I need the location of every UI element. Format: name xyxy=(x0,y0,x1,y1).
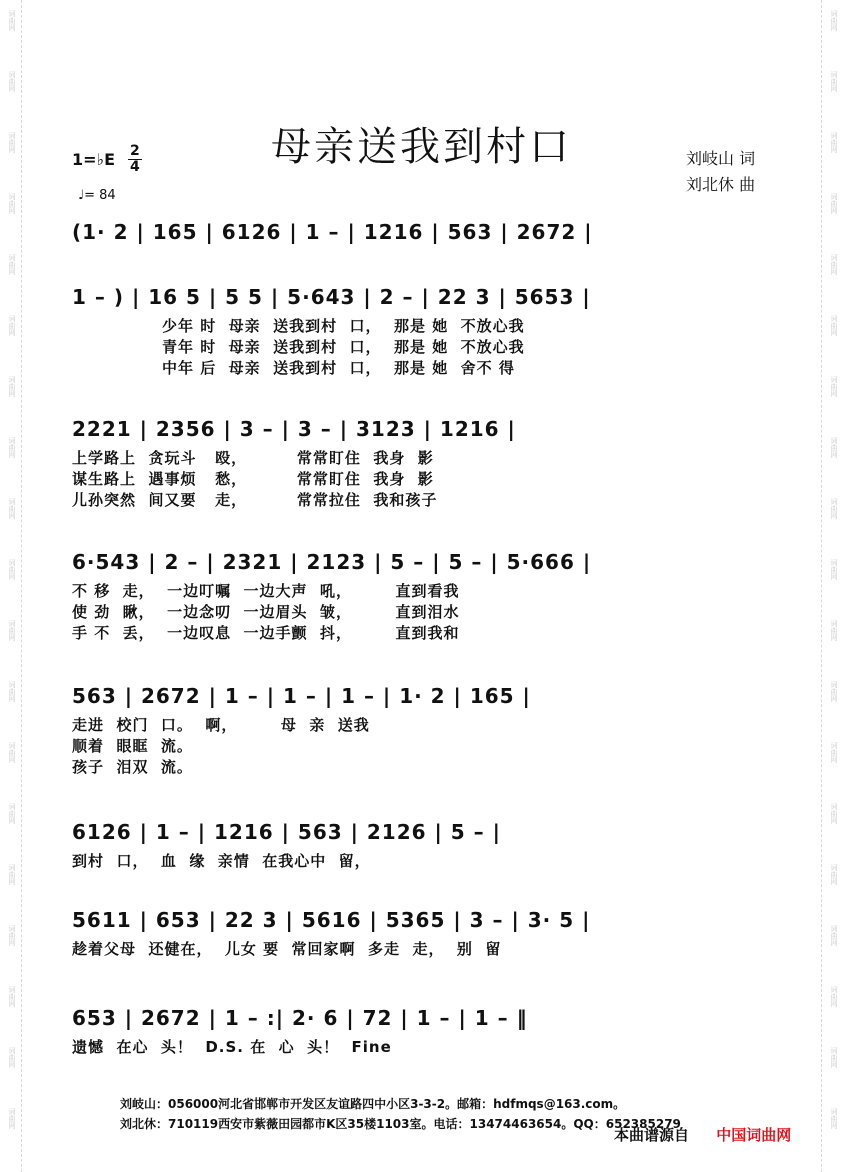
watermark-stamp: 词曲网 xyxy=(830,864,838,885)
song-title: 母亲送我到村口 xyxy=(271,123,572,170)
lyric-verse: 到村 口， 血 缘 亲情 在我心中 留， xyxy=(72,852,371,870)
tempo-marking: ♩= 84 xyxy=(78,188,116,203)
lyric-verse: 趁着父母 还健在， 儿女 要 常回家啊 多走 走， 别 留 xyxy=(72,940,502,958)
watermark-stamp: 词曲网 xyxy=(830,254,838,275)
watermark-stamp: 词曲网 xyxy=(8,376,16,397)
lyric-verse: 顺着 眼眶 流。 xyxy=(72,737,193,755)
lyric-verse: 谋生路上 遇事烦 愁， 常常盯住 我身 影 xyxy=(72,470,434,488)
watermark-stamp: 词曲网 xyxy=(8,742,16,763)
lyric-verse: 上学路上 贪玩斗 殴， 常常盯住 我身 影 xyxy=(72,449,434,467)
credits xyxy=(686,146,755,198)
watermark-stamp: 词曲网 xyxy=(8,803,16,824)
lyric-verse: 走进 校门 口。 啊， 母 亲 送我 xyxy=(72,716,370,734)
lyric-verse: 孩子 泪双 流。 xyxy=(72,758,193,776)
notation-row: 5611 | 653 | 22 3 | 5616 | 5365 | 3 – | 3· 5 | xyxy=(72,908,591,932)
watermark-stamp: 词曲网 xyxy=(830,742,838,763)
watermark-stamp: 词曲网 xyxy=(830,925,838,946)
watermark-stamp: 词曲网 xyxy=(8,681,16,702)
watermark-stamp: 词曲网 xyxy=(8,315,16,336)
notation-row: 1 – ) | 16 5 | 5 5 | 5·643 | 2 – | 22 3 | 5653 | xyxy=(72,285,591,309)
time-signature: 2 4 xyxy=(130,143,140,175)
watermark-stamp: 词曲网 xyxy=(830,803,838,824)
lyric-verse: 手 不 丢， 一边叹息 一边手颤 抖， 直到我和 xyxy=(72,624,460,642)
notation-row: 6·543 | 2 – | 2321 | 2123 | 5 – | 5 – | 5·666 | xyxy=(72,550,592,574)
footer-line-1: 刘岐山：056000河北省邯郸市开发区友谊路四中小区3-3-2。邮箱：hdfmqs@163.com。 xyxy=(120,1097,626,1111)
source-site[interactable]: 中国词曲网 xyxy=(716,1126,792,1144)
lyric-verse: 儿孙突然 间又要 走， 常常拉住 我和孩子 xyxy=(72,491,438,509)
source-credit xyxy=(614,1124,791,1145)
watermark-stamp: 词曲网 xyxy=(830,559,838,580)
watermark-stamp: 词曲网 xyxy=(8,925,16,946)
composer: 刘北休 曲 xyxy=(686,175,756,194)
watermark-stamp: 词曲网 xyxy=(830,1047,838,1068)
watermark-stamp: 词曲网 xyxy=(830,498,838,519)
watermark-stamp: 词曲网 xyxy=(8,559,16,580)
footer-contacts xyxy=(120,1094,681,1134)
watermark-stamp: 词曲网 xyxy=(8,254,16,275)
watermark-stamp: 词曲网 xyxy=(8,1108,16,1129)
watermark-stamp: 词曲网 xyxy=(830,315,838,336)
key-signature: 1=♭E xyxy=(72,150,116,169)
watermark-stamp: 词曲网 xyxy=(8,498,16,519)
notation-row: (1· 2 | 165 | 6126 | 1 – | 1216 | 563 | 2672 | xyxy=(72,220,593,244)
watermark-stamp: 词曲网 xyxy=(830,376,838,397)
watermark-stamp: 词曲网 xyxy=(8,437,16,458)
watermark-stamp: 词曲网 xyxy=(830,681,838,702)
watermark-stamp: 词曲网 xyxy=(830,132,838,153)
watermark-stamp: 词曲网 xyxy=(8,620,16,641)
watermark-stamp: 词曲网 xyxy=(830,986,838,1007)
watermark-stamp: 词曲网 xyxy=(8,1047,16,1068)
watermark-stamp: 词曲网 xyxy=(8,132,16,153)
watermark-stamp: 词曲网 xyxy=(830,71,838,92)
notation-row: 653 | 2672 | 1 – :| 2· 6 | 72 | 1 – | 1 – ‖ xyxy=(72,1006,528,1030)
lyric-verse: 遗憾 在心 头！ D.S. 在 心 头！ Fine xyxy=(72,1038,392,1056)
footer-line-2: 刘北休：710119西安市紫薇田园都市K区35楼1103室。电话：13474463654。QQ：652385279 xyxy=(120,1117,681,1131)
lyricist: 刘岐山 词 xyxy=(686,149,756,168)
lyric-verse: 使 劲 瞅， 一边念叨 一边眉头 皱， 直到泪水 xyxy=(72,603,460,621)
watermark-stamp: 词曲网 xyxy=(830,10,838,31)
watermark-stamp: 词曲网 xyxy=(830,437,838,458)
notation-row: 2221 | 2356 | 3 – | 3 – | 3123 | 1216 | xyxy=(72,417,516,441)
watermark-stamp: 词曲网 xyxy=(830,1108,838,1129)
watermark-stamp: 词曲网 xyxy=(8,10,16,31)
watermark-stamp: 词曲网 xyxy=(8,986,16,1007)
watermark-stamp: 词曲网 xyxy=(830,193,838,214)
source-label: 本曲谱源自 xyxy=(614,1126,690,1144)
lyric-verse: 不 移 走， 一边叮嘱 一边大声 吼， 直到看我 xyxy=(72,582,460,600)
left-margin-strip xyxy=(0,0,22,1172)
watermark-stamp: 词曲网 xyxy=(8,193,16,214)
notation-row: 563 | 2672 | 1 – | 1 – | 1 – | 1· 2 | 165 | xyxy=(72,684,531,708)
lyric-verse: 少年 时 母亲 送我到村 口， 那是 她 不放心我 xyxy=(162,317,525,335)
watermark-stamp: 词曲网 xyxy=(830,620,838,641)
watermark-stamp: 词曲网 xyxy=(8,71,16,92)
watermark-stamp: 词曲网 xyxy=(8,864,16,885)
notation-row: 6126 | 1 – | 1216 | 563 | 2126 | 5 – | xyxy=(72,820,501,844)
lyric-verse: 中年 后 母亲 送我到村 口， 那是 她 舍不 得 xyxy=(162,359,515,377)
right-margin-strip xyxy=(821,0,843,1172)
lyric-verse: 青年 时 母亲 送我到村 口， 那是 她 不放心我 xyxy=(162,338,525,356)
